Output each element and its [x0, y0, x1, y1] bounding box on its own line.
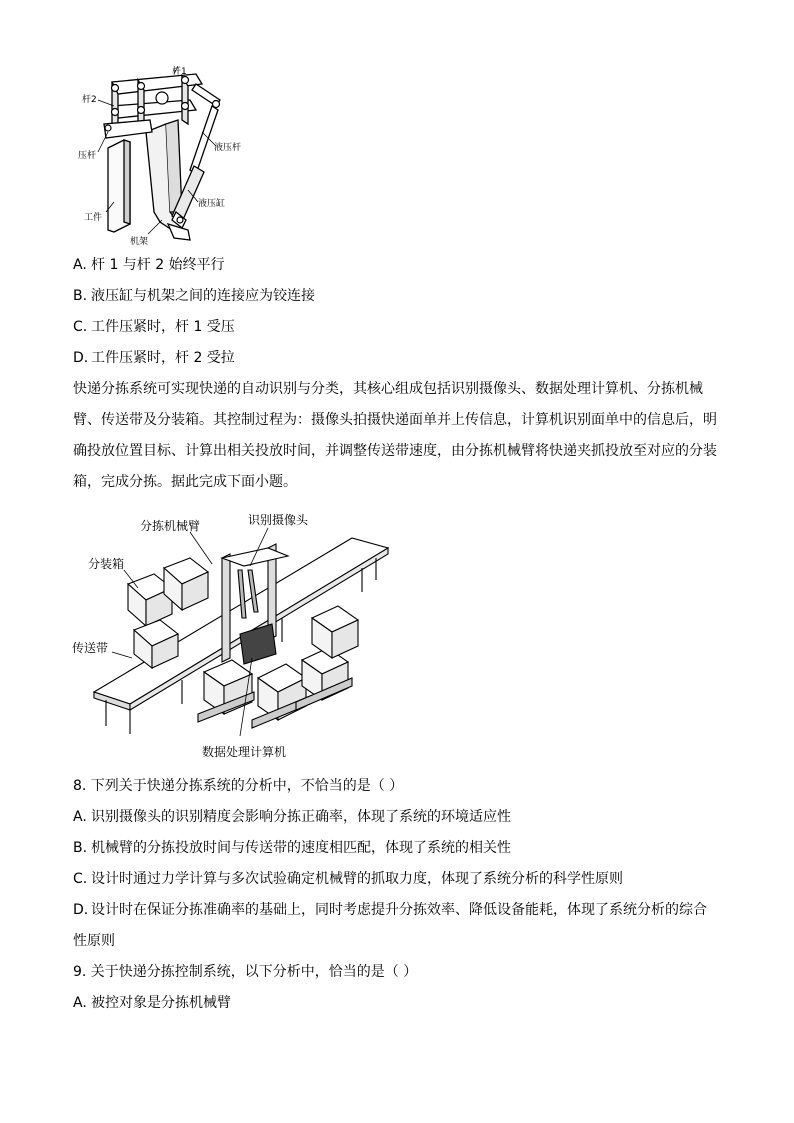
label-rod2: 杆2	[82, 95, 97, 105]
intro-line-3: 确投放位置目标、计算出相关投放时间，并调整传送带速度，由分拣机械臂将快递夹抓投放至对应的分装	[73, 443, 717, 459]
option-text: 设计时在保证分拣准确率的基础上，同时考虑提升分拣效率、降低设备能耗，体现了系统分析的综合	[91, 902, 707, 918]
q9-option-a	[73, 993, 231, 1013]
q7-option-d	[73, 348, 235, 368]
option-letter: B.	[73, 288, 88, 304]
label-workpiece: 工件	[84, 213, 103, 223]
clamp-mechanism-figure	[78, 62, 258, 247]
q8-option-a	[73, 807, 511, 827]
intro-line-4: 箱，完成分拣。据此完成下面小题。	[73, 474, 297, 490]
q8-stem: 8. 下列关于快递分拣系统的分析中，不恰当的是（ ）	[73, 778, 404, 794]
option-letter: A.	[73, 995, 87, 1011]
label-press-rod: 压杆	[78, 151, 97, 161]
intro-line-1: 快递分拣系统可实现快递的自动识别与分类，其核心组成包括识别摄像头、数据处理计算机、分拣机械	[73, 381, 703, 397]
label-frame: 机架	[130, 237, 149, 247]
label-rod1: 杆1	[172, 67, 187, 77]
option-text: 杆 1 与杆 2 始终平行	[91, 257, 225, 273]
option-text: 工件压紧时，杆 1 受压	[91, 319, 235, 335]
option-letter: C.	[73, 319, 88, 335]
q8-option-d-continuation: 性原则	[73, 933, 115, 949]
label-camera: 识别摄像头	[248, 513, 309, 527]
option-letter: D.	[73, 902, 89, 918]
label-hydraulic-rod: 液压杆	[214, 143, 242, 153]
q8-option-c	[73, 869, 623, 889]
q9-stem: 9. 关于快递分拣控制系统，以下分析中，恰当的是（ ）	[73, 964, 418, 980]
sorting-system-figure	[72, 508, 392, 766]
option-text: 液压缸与机架之间的连接应为铰连接	[91, 288, 315, 304]
option-letter: D.	[73, 350, 89, 366]
label-conveyor: 传送带	[72, 641, 109, 655]
label-robot-arm: 分拣机械臂	[140, 519, 201, 533]
intro-line-2: 臂、传送带及分装箱。其控制过程为：摄像头拍摄快递面单并上传信息，计算机识别面单中的信息后，明	[73, 412, 717, 428]
option-text: 识别摄像头的识别精度会影响分拣正确率，体现了系统的环境适应性	[91, 809, 511, 825]
q7-option-c	[73, 317, 235, 337]
label-bins: 分装箱	[88, 557, 125, 571]
option-text: 设计时通过力学计算与多次试验确定机械臂的抓取力度，体现了系统分析的科学性原则	[91, 871, 623, 887]
q7-option-b	[73, 286, 315, 306]
label-computer: 数据处理计算机	[202, 745, 287, 759]
clamp-mechanism-diagram	[78, 62, 258, 247]
q8-option-b	[73, 838, 511, 858]
sorting-system-diagram	[72, 508, 392, 766]
q8-option-d	[73, 900, 707, 920]
option-text: 机械臂的分拣投放时间与传送带的速度相匹配，体现了系统的相关性	[91, 840, 511, 856]
q7-option-a	[73, 255, 225, 275]
option-letter: A.	[73, 257, 87, 273]
option-letter: C.	[73, 871, 88, 887]
option-text: 工件压紧时，杆 2 受拉	[91, 350, 235, 366]
label-hydraulic-cylinder: 液压缸	[198, 199, 226, 209]
option-letter: B.	[73, 840, 88, 856]
option-letter: A.	[73, 809, 87, 825]
option-text: 被控对象是分拣机械臂	[91, 995, 231, 1011]
